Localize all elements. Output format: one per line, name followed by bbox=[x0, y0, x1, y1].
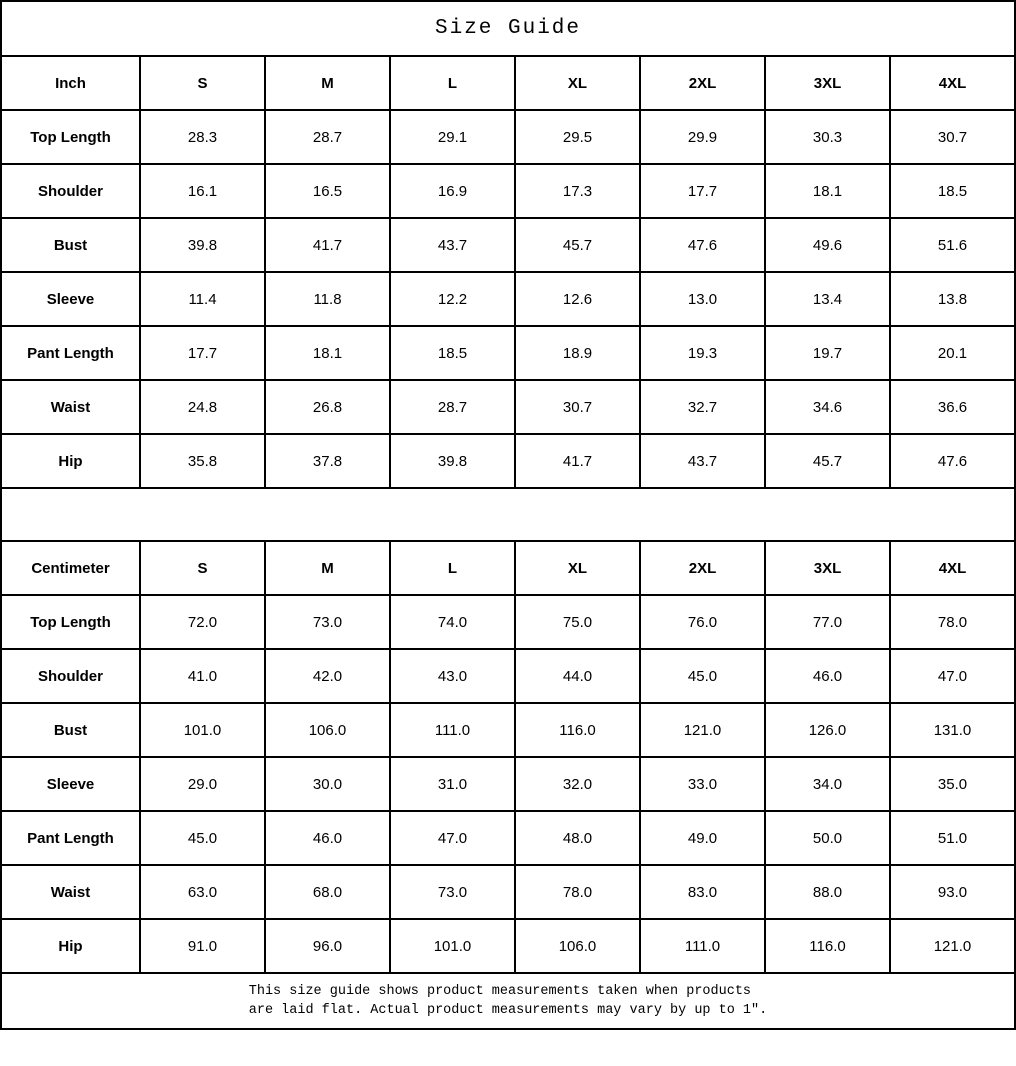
measurement-value: 63.0 bbox=[140, 865, 265, 919]
row-label: Bust bbox=[1, 703, 140, 757]
measurement-value: 73.0 bbox=[265, 595, 390, 649]
measurement-value: 44.0 bbox=[515, 649, 640, 703]
measurement-value: 37.8 bbox=[265, 434, 390, 488]
measurement-value: 20.1 bbox=[890, 326, 1015, 380]
row-label: Sleeve bbox=[1, 272, 140, 326]
measurement-value: 121.0 bbox=[640, 703, 765, 757]
row-label: Sleeve bbox=[1, 757, 140, 811]
measurement-value: 30.3 bbox=[765, 110, 890, 164]
table-row-cm-hip bbox=[1, 919, 1015, 973]
measurement-value: 16.1 bbox=[140, 164, 265, 218]
table-row-inch-top-length bbox=[1, 110, 1015, 164]
measurement-value: 46.0 bbox=[265, 811, 390, 865]
column-header-l: L bbox=[390, 541, 515, 595]
column-header-2xl: 2XL bbox=[640, 56, 765, 110]
measurement-value: 72.0 bbox=[140, 595, 265, 649]
column-header-3xl: 3XL bbox=[765, 56, 890, 110]
measurement-value: 11.8 bbox=[265, 272, 390, 326]
measurement-value: 32.7 bbox=[640, 380, 765, 434]
table-row-cm-shoulder bbox=[1, 649, 1015, 703]
row-label: Top Length bbox=[1, 595, 140, 649]
measurement-value: 39.8 bbox=[140, 218, 265, 272]
measurement-value: 41.7 bbox=[515, 434, 640, 488]
row-label: Pant Length bbox=[1, 326, 140, 380]
measurement-value: 24.8 bbox=[140, 380, 265, 434]
measurement-value: 35.0 bbox=[890, 757, 1015, 811]
table-row-inch-sleeve bbox=[1, 272, 1015, 326]
table-row-inch-waist bbox=[1, 380, 1015, 434]
measurement-value: 11.4 bbox=[140, 272, 265, 326]
measurement-value: 35.8 bbox=[140, 434, 265, 488]
measurement-value: 68.0 bbox=[265, 865, 390, 919]
column-header-4xl: 4XL bbox=[890, 56, 1015, 110]
measurement-value: 19.7 bbox=[765, 326, 890, 380]
measurement-value: 39.8 bbox=[390, 434, 515, 488]
measurement-value: 73.0 bbox=[390, 865, 515, 919]
row-label: Waist bbox=[1, 380, 140, 434]
footer-row bbox=[1, 973, 1015, 1029]
measurement-value: 116.0 bbox=[515, 703, 640, 757]
measurement-value: 45.7 bbox=[765, 434, 890, 488]
measurement-value: 12.6 bbox=[515, 272, 640, 326]
measurement-value: 17.3 bbox=[515, 164, 640, 218]
measurement-value: 49.0 bbox=[640, 811, 765, 865]
measurement-value: 13.4 bbox=[765, 272, 890, 326]
measurement-value: 78.0 bbox=[890, 595, 1015, 649]
page-title: Size Guide bbox=[1, 1, 1015, 56]
measurement-value: 49.6 bbox=[765, 218, 890, 272]
measurement-value: 76.0 bbox=[640, 595, 765, 649]
table-row-cm-sleeve bbox=[1, 757, 1015, 811]
measurement-value: 33.0 bbox=[640, 757, 765, 811]
measurement-value: 101.0 bbox=[140, 703, 265, 757]
measurement-value: 16.5 bbox=[265, 164, 390, 218]
measurement-value: 17.7 bbox=[640, 164, 765, 218]
measurement-value: 29.5 bbox=[515, 110, 640, 164]
measurement-value: 126.0 bbox=[765, 703, 890, 757]
measurement-value: 121.0 bbox=[890, 919, 1015, 973]
column-header-s: S bbox=[140, 56, 265, 110]
column-header-3xl: 3XL bbox=[765, 541, 890, 595]
row-label: Top Length bbox=[1, 110, 140, 164]
measurement-value: 16.9 bbox=[390, 164, 515, 218]
measurement-value: 47.0 bbox=[390, 811, 515, 865]
measurement-value: 30.0 bbox=[265, 757, 390, 811]
measurement-value: 43.0 bbox=[390, 649, 515, 703]
measurement-value: 29.9 bbox=[640, 110, 765, 164]
measurement-value: 30.7 bbox=[515, 380, 640, 434]
footer-note-line2: are laid flat. Actual product measurements may vary by up to 1″. bbox=[248, 1003, 768, 1018]
measurement-value: 43.7 bbox=[640, 434, 765, 488]
measurement-value: 77.0 bbox=[765, 595, 890, 649]
measurement-value: 111.0 bbox=[390, 703, 515, 757]
measurement-value: 47.6 bbox=[640, 218, 765, 272]
measurement-value: 34.6 bbox=[765, 380, 890, 434]
measurement-value: 47.6 bbox=[890, 434, 1015, 488]
footer-note-line1: This size guide shows product measurements taken when products bbox=[248, 984, 752, 999]
table-row-inch-pant-length bbox=[1, 326, 1015, 380]
measurement-value: 34.0 bbox=[765, 757, 890, 811]
spacer-row bbox=[1, 488, 1015, 541]
measurement-value: 50.0 bbox=[765, 811, 890, 865]
measurement-value: 31.0 bbox=[390, 757, 515, 811]
measurement-value: 18.5 bbox=[390, 326, 515, 380]
measurement-value: 46.0 bbox=[765, 649, 890, 703]
title-row bbox=[1, 1, 1015, 56]
measurement-value: 28.7 bbox=[390, 380, 515, 434]
measurement-value: 29.1 bbox=[390, 110, 515, 164]
cm-header-row bbox=[1, 541, 1015, 595]
measurement-value: 32.0 bbox=[515, 757, 640, 811]
measurement-value: 26.8 bbox=[265, 380, 390, 434]
column-header-l: L bbox=[390, 56, 515, 110]
measurement-value: 51.0 bbox=[890, 811, 1015, 865]
measurement-value: 36.6 bbox=[890, 380, 1015, 434]
footer-cell bbox=[1, 973, 1015, 1029]
table-row-inch-bust bbox=[1, 218, 1015, 272]
column-header-s: S bbox=[140, 541, 265, 595]
measurement-value: 131.0 bbox=[890, 703, 1015, 757]
table-row-cm-bust bbox=[1, 703, 1015, 757]
measurement-value: 101.0 bbox=[390, 919, 515, 973]
measurement-value: 45.7 bbox=[515, 218, 640, 272]
measurement-value: 88.0 bbox=[765, 865, 890, 919]
measurement-value: 28.3 bbox=[140, 110, 265, 164]
column-header-xl: XL bbox=[515, 56, 640, 110]
measurement-value: 12.2 bbox=[390, 272, 515, 326]
measurement-value: 43.7 bbox=[390, 218, 515, 272]
measurement-value: 93.0 bbox=[890, 865, 1015, 919]
measurement-value: 18.5 bbox=[890, 164, 1015, 218]
measurement-value: 19.3 bbox=[640, 326, 765, 380]
table-row-inch-hip bbox=[1, 434, 1015, 488]
row-label: Bust bbox=[1, 218, 140, 272]
measurement-value: 106.0 bbox=[265, 703, 390, 757]
measurement-value: 18.9 bbox=[515, 326, 640, 380]
unit-header-centimeter: Centimeter bbox=[1, 541, 140, 595]
measurement-value: 106.0 bbox=[515, 919, 640, 973]
measurement-value: 13.8 bbox=[890, 272, 1015, 326]
measurement-value: 18.1 bbox=[765, 164, 890, 218]
measurement-value: 41.0 bbox=[140, 649, 265, 703]
measurement-value: 75.0 bbox=[515, 595, 640, 649]
measurement-value: 13.0 bbox=[640, 272, 765, 326]
spacer-cell bbox=[1, 488, 1015, 541]
row-label: Hip bbox=[1, 919, 140, 973]
measurement-value: 17.7 bbox=[140, 326, 265, 380]
measurement-value: 42.0 bbox=[265, 649, 390, 703]
measurement-value: 47.0 bbox=[890, 649, 1015, 703]
row-label: Waist bbox=[1, 865, 140, 919]
column-header-2xl: 2XL bbox=[640, 541, 765, 595]
measurement-value: 51.6 bbox=[890, 218, 1015, 272]
measurement-value: 41.7 bbox=[265, 218, 390, 272]
table-row-cm-top-length bbox=[1, 595, 1015, 649]
column-header-4xl: 4XL bbox=[890, 541, 1015, 595]
column-header-m: M bbox=[265, 541, 390, 595]
measurement-value: 111.0 bbox=[640, 919, 765, 973]
column-header-m: M bbox=[265, 56, 390, 110]
measurement-value: 116.0 bbox=[765, 919, 890, 973]
column-header-xl: XL bbox=[515, 541, 640, 595]
footer-note bbox=[249, 982, 767, 1020]
measurement-value: 29.0 bbox=[140, 757, 265, 811]
measurement-value: 74.0 bbox=[390, 595, 515, 649]
unit-header-inch: Inch bbox=[1, 56, 140, 110]
measurement-value: 96.0 bbox=[265, 919, 390, 973]
measurement-value: 91.0 bbox=[140, 919, 265, 973]
row-label: Shoulder bbox=[1, 164, 140, 218]
measurement-value: 78.0 bbox=[515, 865, 640, 919]
measurement-value: 18.1 bbox=[265, 326, 390, 380]
measurement-value: 48.0 bbox=[515, 811, 640, 865]
table-row-inch-shoulder bbox=[1, 164, 1015, 218]
table-row-cm-waist bbox=[1, 865, 1015, 919]
measurement-value: 83.0 bbox=[640, 865, 765, 919]
measurement-value: 45.0 bbox=[140, 811, 265, 865]
row-label: Pant Length bbox=[1, 811, 140, 865]
row-label: Shoulder bbox=[1, 649, 140, 703]
measurement-value: 45.0 bbox=[640, 649, 765, 703]
measurement-value: 28.7 bbox=[265, 110, 390, 164]
table-row-cm-pant-length bbox=[1, 811, 1015, 865]
measurement-value: 30.7 bbox=[890, 110, 1015, 164]
inch-header-row bbox=[1, 56, 1015, 110]
row-label: Hip bbox=[1, 434, 140, 488]
